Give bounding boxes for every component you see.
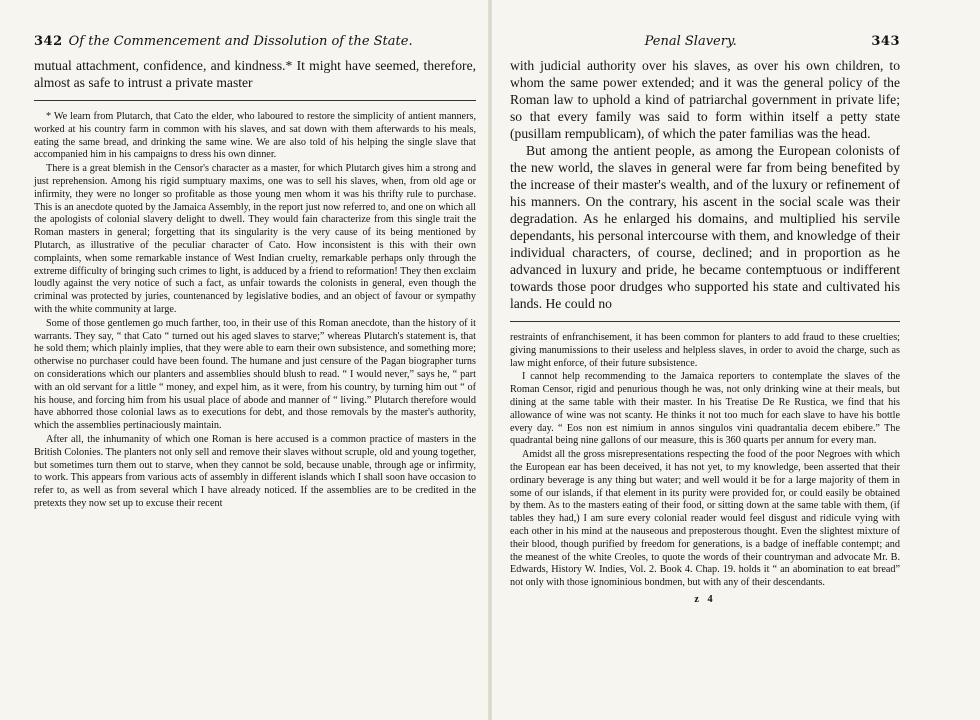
- left-footnote-2: There is a great blemish in the Censor's character as a master, for which Plutarch gives him a strong and just reprehension. Among his rigid sumptuary maxims, one was to sell his slaves, when, from old age or infirmity, they were no longer so profitable as those young men whom it was his thrifty rule to purchase. This is an anecdote quoted by the Jamaica Assembly, in the report just now referred to, and one on which all the apologists of colonial slavery delight to dwell. They would fain characterize from this single trait the Roman masters in general; forgetting that its singularity is the very cause of its being mentioned by Plutarch, as illustrative of the peculiar character of Cato. How inconsistent is this with their own complaints, when some remarkable instance of West Indian cruelty, remarkable perhaps only through the extreme difficulty of bringing such crimes to light, is adduced by a friend to reformation! They then exclaim loudly against the very notice of such a fact, as unfair towards the colonists in general, even though the criminal was protected by juries, countenanced by legislative bodies, and an object of favour or sympathy with the white community at large.: [34, 163, 476, 315]
- right-body-paragraph-2: But among the antient people, as among the European colonists of the new world, the slaves in general were far from being benefited by the increase of their master's wealth, and of the luxury or refinement of his manners. On the contrary, his ascent in the social scale was their degradation. As he enlarged his domains, and multiplied his servile dependants, his personal intercourse with them, and knowledge of their individual characters, of course, declined; and in proportion as he advanced in luxury and pride, he became contemptuous or indifferent towards those poor drudges who supported his state and cultivated his lands. He could no: [510, 143, 900, 311]
- left-page-header: [34, 34, 476, 49]
- left-footnotes: [34, 111, 476, 511]
- left-footnote-4: After all, the inhumanity of which one Roman is here accused is a common practice of masters in the British Colonies. The planters not only sell and remove their slaves without scruple, old and young together, but sometimes turn them out to starve, when they cannot be sold, because unable, through age or infirmity, to work. This appears from various acts of assembly in different islands which I shall soon have occasion to refer to, as well as from several which I have already noticed. If the assemblies are to be credited in the pretexts they now set up to excuse their recent: [34, 433, 476, 509]
- left-running-head: Of the Commencement and Dissolution of the State.: [68, 34, 413, 49]
- left-footnote-3: Some of those gentlemen go much farther, too, in their use of this Roman anecdote, than the history of it warrants. They say, “ that Cato “ turned out his aged slaves to starve;” whereas Plutarch's statement is, that he sold them; which plainly implies, that they were able to earn their own subsistence, and something more; otherwise no purchaser could have been found. The humane and just censure of the Pagan biographer turns on considerations which our planters and assemblies should blush to read. “ I would never,” says he, “ part with an old servant for a little “ money, and expel him, as it were, from his country, by turning him out “ of his house, and forcing him from his usual place of abode and manner of “ living.” Plutarch therefore would have abhorred those colonial laws as to executions for debt, and those removals by the master's authority, which the assemblies pertinaciously maintain.: [34, 317, 476, 432]
- left-footnote-rule: [34, 100, 476, 101]
- right-footnote-1: restraints of enfranchisement, it has been common for planters to add fraud to these cruelties; giving manumissions to their useless and helpless slaves, in order to avoid the charge, such as law might enforce, of their future subsistence.: [510, 332, 900, 369]
- left-footnote-1: * We learn from Plutarch, that Cato the elder, who laboured to restore the simplicity of antient manners, worked at his country farm in common with his slaves, and sat down with them afterwards to his meals, eating the same bread, and drinking the same wine. We are also told of his helping the single slave that accompanied him in his campaigns to dress his own dinner.: [34, 111, 476, 161]
- right-page-header: [510, 34, 900, 49]
- right-footnotes: [510, 332, 900, 607]
- signature-mark: z 4: [694, 593, 716, 605]
- right-page-number: 343: [871, 34, 900, 49]
- left-body-text: mutual attachment, confidence, and kindness.* It might have seemed, therefore, almost as safe to intrust a private master: [34, 58, 476, 90]
- right-footnote-2: I cannot help recommending to the Jamaica reporters to contemplate the slaves of the Roman Censor, rigid and penurious though he was, not only drinking wine at their meals, but dining at the same table with their master. In his Treatise De Re Rustica, we find that his allowance of wine was not scanty. He thinks it not too much for each slave to have his bottle every day. “ Eos non est nimium in annos singulos vini quadrantalia decem ebibere.” The quadrantal being nine gallons of our measure, this is 360 quarts per annum for every man.: [510, 371, 900, 447]
- right-footnote-3: Amidst all the gross misrepresentations respecting the food of the poor Negroes with which the European ear has been deceived, it has not yet, to my knowledge, been asserted that their ordinary beverage is any thing but water; and well would it be for a large majority of them in some of our islands, if that element in its purity were provided for, or could easily be obtained by them. As to the masters eating of their food, or sitting down at the same table with them, (if tables they had,) I am sure every colonial reader would feel disgust and ridicule vying with each other in his mind at the nauseous and preposterous thought. Even the slightest mixture of their blood, though purified by freedom for generations, is a badge of ineffable contempt; and the meanest of the white Creoles, to quote the words of their countryman and advocate Mr. B. Edwards, History W. Indies, Vol. 2. Book 4. Chap. 19. holds it “ an abomination to eat bread” not only with those ignominious bondmen, but with any of their descendants.: [510, 449, 900, 589]
- right-body-paragraph-1: with judicial authority over his slaves, as over his own children, to whom the same power extended; and it was the general policy of the Roman law to uphold a kind of patriarchal government in private life; so that every family was said to form within itself a petty state (pusillam rempublicam), of which the pater familias was the head.: [510, 58, 900, 141]
- right-running-head: Penal Slavery.: [644, 34, 737, 49]
- right-footnote-rule: [510, 321, 900, 322]
- right-page: [490, 0, 980, 720]
- left-page-number: 342: [34, 34, 63, 49]
